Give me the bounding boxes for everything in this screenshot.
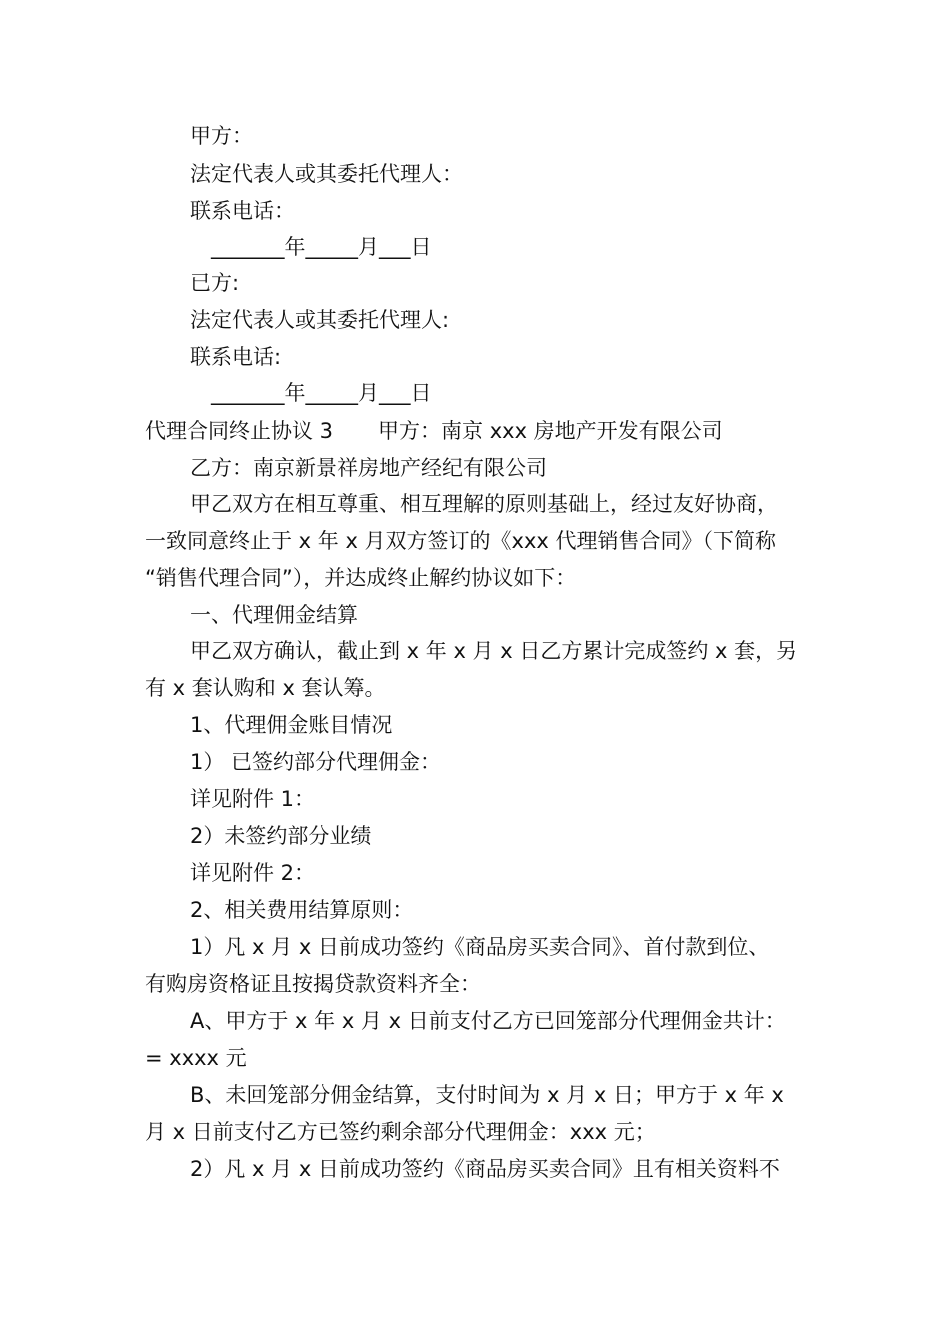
paragraph-line: 有购房资格证且按揭贷款资料齐全： <box>145 972 481 996</box>
paragraph-line: 一致同意终止于 x 年 x 月双方签订的《xxx 代理销售合同》（下简称 <box>145 529 777 553</box>
agreement-title: 代理合同终止协议 3 <box>145 419 334 443</box>
party-b-label: 已方: <box>190 271 240 295</box>
subsection-title: 1、代理佣金账目情况 <box>190 713 393 737</box>
list-item: 2）未签约部分业绩 <box>190 824 372 848</box>
list-item: 详见附件 1： <box>190 787 316 811</box>
paragraph-line: 1）凡 x 月 x 日前成功签约《商品房买卖合同》、首付款到位、 <box>190 935 770 959</box>
paragraph-line: = xxxx 元 <box>145 1046 247 1070</box>
party-a-date: _______年_____月___日 <box>211 235 432 259</box>
paragraph-line: A、甲方于 x 年 x 月 x 日前支付乙方已回笼部分代理佣金共计： <box>190 1009 786 1033</box>
list-item: 详见附件 2： <box>190 861 316 885</box>
paragraph-line: 有 x 套认购和 x 套认筹。 <box>145 676 386 700</box>
party-b-phone: 联系电话: <box>190 345 282 369</box>
subsection-title: 2、相关费用结算原则： <box>190 898 414 922</box>
party-a-label: 甲方： <box>190 124 253 148</box>
party-a-company: 甲方：南京 xxx 房地产开发有限公司 <box>378 419 723 443</box>
party-b-representative: 法定代表人或其委托代理人: <box>190 308 450 332</box>
party-a-representative: 法定代表人或其委托代理人： <box>190 162 463 186</box>
paragraph-line: “销售代理合同”），并达成终止解约协议如下： <box>145 566 577 590</box>
paragraph-line: 甲乙双方在相互尊重、相互理解的原则基础上，经过友好协商， <box>190 492 778 516</box>
paragraph-line: 2）凡 x 月 x 日前成功签约《商品房买卖合同》且有相关资料不 <box>190 1157 780 1181</box>
party-b-date: _______年_____月___日 <box>211 381 432 405</box>
paragraph-line: 甲乙双方确认，截止到 x 年 x 月 x 日乙方累计完成签约 x 套，另 <box>190 639 798 663</box>
section-heading <box>145 416 723 446</box>
list-item: 1） 已签约部分代理佣金： <box>190 750 442 774</box>
party-b-company: 乙方：南京新景祥房地产经纪有限公司 <box>190 456 547 480</box>
paragraph-line: 月 x 日前支付乙方已签约剩余部分代理佣金：xxx 元； <box>145 1120 656 1144</box>
party-a-phone: 联系电话： <box>190 199 295 223</box>
paragraph-line: B、未回笼部分佣金结算，支付时间为 x 月 x 日；甲方于 x 年 x <box>190 1083 784 1107</box>
section-title: 一、代理佣金结算 <box>190 603 358 627</box>
